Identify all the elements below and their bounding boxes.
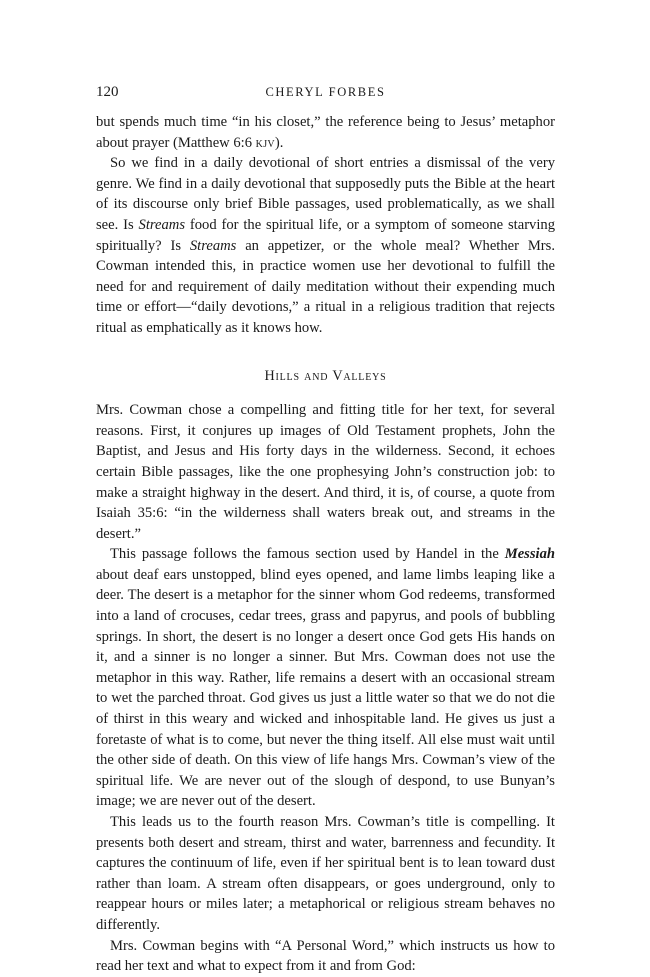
page-number: 120	[96, 84, 119, 100]
paragraph: Mrs. Cowman begins with “A Personal Word,” which instructs us how to read her text and what to expect from it and from God:	[96, 937, 555, 975]
text-run: an appetizer, or the whole meal? Whether Mrs. Cowman intended this, in practice women use her devotional to fulfill the need for and requirement of daily meditation without their expending much time or effort—“daily devotions,” a ritual in a religious tradition that rejects ritual as emphatically as it knows how.	[96, 237, 555, 336]
paragraph: Mrs. Cowman chose a compelling and fitting title for her text, for several reasons. First, it conjures up images of Old Testament prophets, John the Baptist, and Jesus and His forty days in the wilderness. Second, it echoes certain Bible passages, like the one prophesying John’s construction job: to make a straight highway in the desert. And third, it is, of course, a quote from Isaiah 35:6: “in the wilderness shall waters break out, and streams in the desert.”	[96, 402, 555, 542]
text-run: but spends much time “in his closet,” the reference being to Jesus’ metaphor about prayer (Matthew 6:6	[96, 114, 555, 151]
paragraph	[96, 153, 555, 338]
text-run: about deaf ears unstopped, blind eyes opened, and lame limbs leaping like a deer. The desert is a metaphor for the sinner whom God redeems, transformed into a land of crocuses, cedar trees, grass and papyrus, and pools of bubbling springs. In short, the desert is no longer a desert once God gets His hands on it, and a sinner is no longer a sinner. But Mrs. Cowman does not use the metaphor in this way. Rather, life remains a desert with an occasional stream to wet the parched throat. God gives us just a little water so that we do not die of thirst in this weary and wicked and inhospitable land. He gives us just a foretaste of what is to come, but never the thing itself. All else must wait until the other side of death. On this view of life hangs Mrs. Cowman’s view of the spiritual life. We are never out of the slough of despond, to use Bunyan’s image; we are never out of the desert.	[96, 566, 555, 810]
body-text	[96, 112, 555, 977]
text-run: food for the spiritual life, or a symptom of someone starving spiritually? Is	[96, 216, 555, 254]
paragraph	[96, 544, 555, 812]
book-page	[96, 84, 555, 977]
text-run: This passage follows the famous section used by Handel in the	[110, 546, 505, 563]
running-head-author: CHERYL FORBES	[265, 85, 386, 99]
work-title-messiah: Messiah	[504, 546, 555, 563]
book-title-streams: Streams	[138, 216, 186, 233]
running-head	[96, 84, 555, 106]
paragraph-continued	[96, 112, 555, 153]
section-heading: Hills and Valleys	[264, 367, 387, 384]
text-run: So we find in a daily devotional of short entries a dismissal of the very genre. We find in a daily devotional that supposedly puts the Bible at the heart of its discourse only brief Bible passages, used problematically, as we shall see. Is	[96, 155, 555, 233]
text-run: ).	[274, 134, 284, 151]
kjv-abbreviation: kjv	[255, 134, 275, 151]
book-title-streams: Streams	[189, 237, 237, 254]
paragraph: This leads us to the fourth reason Mrs. Cowman’s title is compelling. It presents both desert and stream, thirst and water, barrenness and fecundity. It captures the continuum of life, even if her spiritual bent is to lean toward dust rather than loam. A stream often disappears, or goes underground, only to reappear hours or miles later; a metaphorical or religious stream behaves no differently.	[96, 814, 555, 933]
